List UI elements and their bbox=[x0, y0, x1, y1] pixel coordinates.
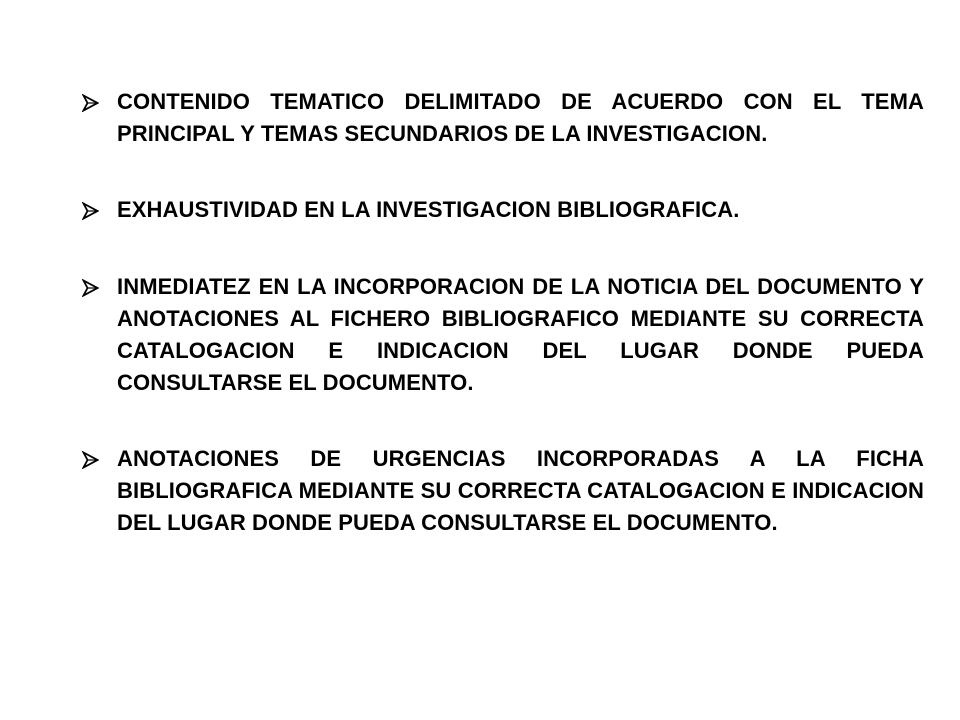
bullet-item bbox=[82, 86, 924, 150]
arrow-bullet-icon bbox=[82, 194, 117, 227]
bullet-text: ANOTACIONES DE URGENCIAS INCORPORADAS A LA FICHA BIBLIOGRAFICA MEDIANTE SU CORRECTA CATALOGACION E INDICACION DEL LUGAR DONDE PUEDA CONSULTARSE EL DOCUMENTO. bbox=[117, 446, 924, 535]
arrow-bullet-icon bbox=[82, 443, 117, 476]
bullet-item bbox=[82, 443, 924, 539]
arrow-bullet-icon bbox=[82, 271, 117, 304]
bullet-text: CONTENIDO TEMATICO DELIMITADO DE ACUERDO CON EL TEMA PRINCIPAL Y TEMAS SECUNDARIOS DE LA INVESTIGACION. bbox=[117, 89, 924, 146]
arrow-bullet-icon bbox=[82, 86, 117, 119]
bullet-item bbox=[82, 271, 924, 399]
bullet-list bbox=[82, 86, 924, 583]
bullet-text: EXHAUSTIVIDAD EN LA INVESTIGACION BIBLIOGRAFICA. bbox=[117, 197, 740, 222]
bullet-text: INMEDIATEZ EN LA INCORPORACION DE LA NOTICIA DEL DOCUMENTO Y ANOTACIONES AL FICHERO BIBLIOGRAFICO MEDIANTE SU CORRECTA CATALOGACION E INDICACION DEL LUGAR DONDE PUEDA CONSULTARSE EL DOCUMENTO. bbox=[117, 274, 924, 395]
bullet-item bbox=[82, 194, 924, 227]
